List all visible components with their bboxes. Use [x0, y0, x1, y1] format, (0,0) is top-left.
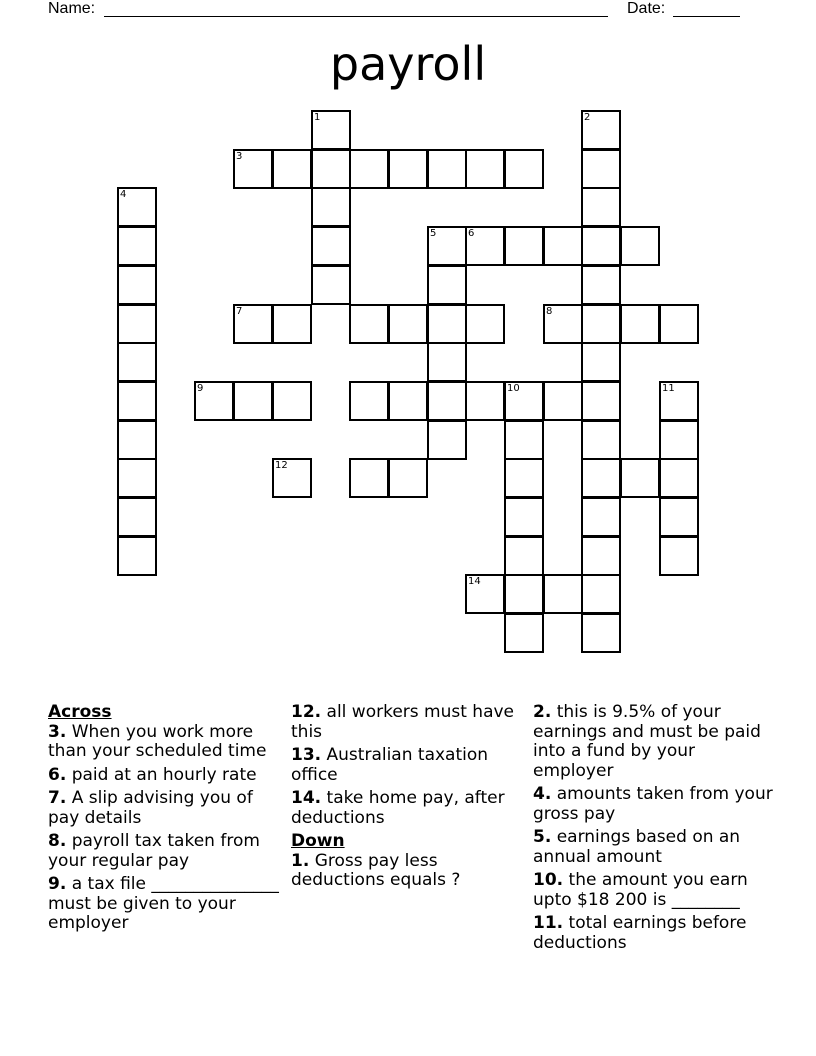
crossword-cell[interactable] [581, 187, 621, 227]
crossword-cell[interactable] [465, 226, 505, 266]
clue-across-6: 6. paid at an hourly rate [48, 764, 257, 785]
clue-down-11: 11. total earnings before deductions [533, 913, 747, 953]
crossword-cell[interactable] [311, 226, 351, 266]
crossword-cell[interactable] [117, 304, 157, 344]
clue-number: 7 [236, 306, 243, 317]
crossword-cell[interactable] [504, 613, 544, 653]
crossword-cell[interactable] [349, 304, 389, 344]
clue-number: 10 [507, 383, 520, 394]
crossword-cell[interactable] [581, 613, 621, 653]
crossword-cell[interactable] [504, 149, 544, 189]
clue-across-14: 14. take home pay, after deductions [291, 788, 505, 828]
crossword-cell[interactable] [659, 420, 699, 460]
crossword-cell[interactable] [272, 458, 312, 498]
crossword-cell[interactable] [388, 304, 428, 344]
crossword-cell[interactable] [349, 381, 389, 421]
crossword-cell[interactable] [504, 574, 544, 614]
crossword-cell[interactable] [543, 226, 583, 266]
crossword-cell[interactable] [659, 458, 699, 498]
crossword-cell[interactable] [659, 536, 699, 576]
crossword-cell[interactable] [427, 149, 467, 189]
crossword-cell[interactable] [504, 536, 544, 576]
crossword-cell[interactable] [504, 381, 544, 421]
crossword-cell[interactable] [581, 574, 621, 614]
crossword-cell[interactable] [427, 420, 467, 460]
clue-number: 14 [468, 576, 481, 587]
crossword-cell[interactable] [427, 381, 467, 421]
crossword-cell[interactable] [233, 149, 273, 189]
crossword-cell[interactable] [581, 226, 621, 266]
clue-number: 12 [275, 460, 288, 471]
clue-across-12: 12. all workers must have this [291, 702, 515, 742]
crossword-cell[interactable] [581, 265, 621, 305]
crossword-cell[interactable] [272, 149, 312, 189]
clue-number: 3 [236, 151, 243, 162]
crossword-cell[interactable] [272, 304, 312, 344]
crossword-cell[interactable] [117, 226, 157, 266]
crossword-cell[interactable] [311, 187, 351, 227]
crossword-cell[interactable] [311, 110, 351, 150]
crossword-cell[interactable] [581, 536, 621, 576]
crossword-cell[interactable] [117, 187, 157, 227]
crossword-cell[interactable] [427, 265, 467, 305]
crossword-cell[interactable] [620, 226, 660, 266]
crossword-cell[interactable] [581, 342, 621, 382]
crossword-cell[interactable] [543, 381, 583, 421]
clue-number: 2 [584, 112, 591, 123]
crossword-cell[interactable] [465, 381, 505, 421]
crossword-cell[interactable] [427, 226, 467, 266]
date-label: Date: [627, 0, 666, 17]
crossword-cell[interactable] [311, 149, 351, 189]
crossword-cell[interactable] [659, 381, 699, 421]
crossword-cell[interactable] [504, 497, 544, 537]
crossword-cell[interactable] [117, 342, 157, 382]
clues-column-3 [533, 703, 773, 957]
crossword-cell[interactable] [543, 304, 583, 344]
crossword-cell[interactable] [581, 458, 621, 498]
crossword-cell[interactable] [311, 265, 351, 305]
clue-down-2: 2. this is 9.5% of your earnings and must be paid into a fund by your employer [533, 702, 761, 781]
crossword-cell[interactable] [233, 304, 273, 344]
crossword-cell[interactable] [117, 265, 157, 305]
crossword-cell[interactable] [543, 574, 583, 614]
crossword-cell[interactable] [117, 536, 157, 576]
crossword-cell[interactable] [504, 420, 544, 460]
clues-column-1 [48, 703, 283, 938]
crossword-cell[interactable] [117, 497, 157, 537]
clue-number: 5 [430, 228, 437, 239]
page-title: payroll [329, 37, 487, 91]
clue-number: 8 [546, 306, 553, 317]
crossword-cell[interactable] [233, 381, 273, 421]
crossword-cell[interactable] [581, 304, 621, 344]
crossword-cell[interactable] [659, 497, 699, 537]
crossword-cell[interactable] [465, 149, 505, 189]
crossword-cell[interactable] [581, 497, 621, 537]
crossword-cell[interactable] [504, 458, 544, 498]
clue-number: 6 [468, 228, 475, 239]
crossword-cell[interactable] [388, 458, 428, 498]
clue-number: 9 [197, 383, 204, 394]
crossword-cell[interactable] [427, 304, 467, 344]
clues-column-2 [291, 703, 521, 895]
clue-down-5: 5. earnings based on an annual amount [533, 827, 741, 867]
crossword-cell[interactable] [504, 226, 544, 266]
clue-down-1: 1. Gross pay less deductions equals ? [291, 850, 461, 890]
clue-number: 4 [120, 189, 127, 200]
crossword-cell[interactable] [659, 304, 699, 344]
crossword-cell[interactable] [620, 304, 660, 344]
crossword-cell[interactable] [581, 420, 621, 460]
clue-number: 1 [314, 112, 321, 123]
clue-across-3: 3. When you work more than your scheduled time [48, 721, 267, 761]
crossword-cell[interactable] [388, 149, 428, 189]
crossword-cell[interactable] [194, 381, 234, 421]
crossword-cell[interactable] [117, 381, 157, 421]
clue-across-7: 7. A slip advising you of pay details [48, 788, 253, 828]
crossword-cell[interactable] [117, 420, 157, 460]
name-label: Name: [48, 0, 96, 17]
crossword-cell[interactable] [465, 304, 505, 344]
crossword-cell[interactable] [349, 149, 389, 189]
crossword-cell[interactable] [388, 381, 428, 421]
clue-across-9: 9. a tax file _______________ must be given to your employer [48, 874, 279, 933]
clue-across-8: 8. payroll tax taken from your regular pay [48, 831, 260, 871]
across-heading: Across [48, 702, 112, 722]
clue-number: 11 [662, 383, 675, 394]
down-heading: Down [291, 831, 345, 851]
clue-down-10: 10. the amount you earn upto $18 200 is ________ [533, 870, 748, 910]
crossword-cell[interactable] [581, 110, 621, 150]
crossword-cell[interactable] [117, 458, 157, 498]
crossword-cell[interactable] [581, 381, 621, 421]
crossword-cell[interactable] [427, 342, 467, 382]
crossword-cell[interactable] [581, 149, 621, 189]
crossword-cell[interactable] [465, 574, 505, 614]
clue-down-4: 4. amounts taken from your gross pay [533, 784, 773, 824]
clue-across-13: 13. Australian taxation office [291, 745, 489, 785]
crossword-cell[interactable] [620, 458, 660, 498]
crossword-cell[interactable] [272, 381, 312, 421]
crossword-cell[interactable] [349, 458, 389, 498]
